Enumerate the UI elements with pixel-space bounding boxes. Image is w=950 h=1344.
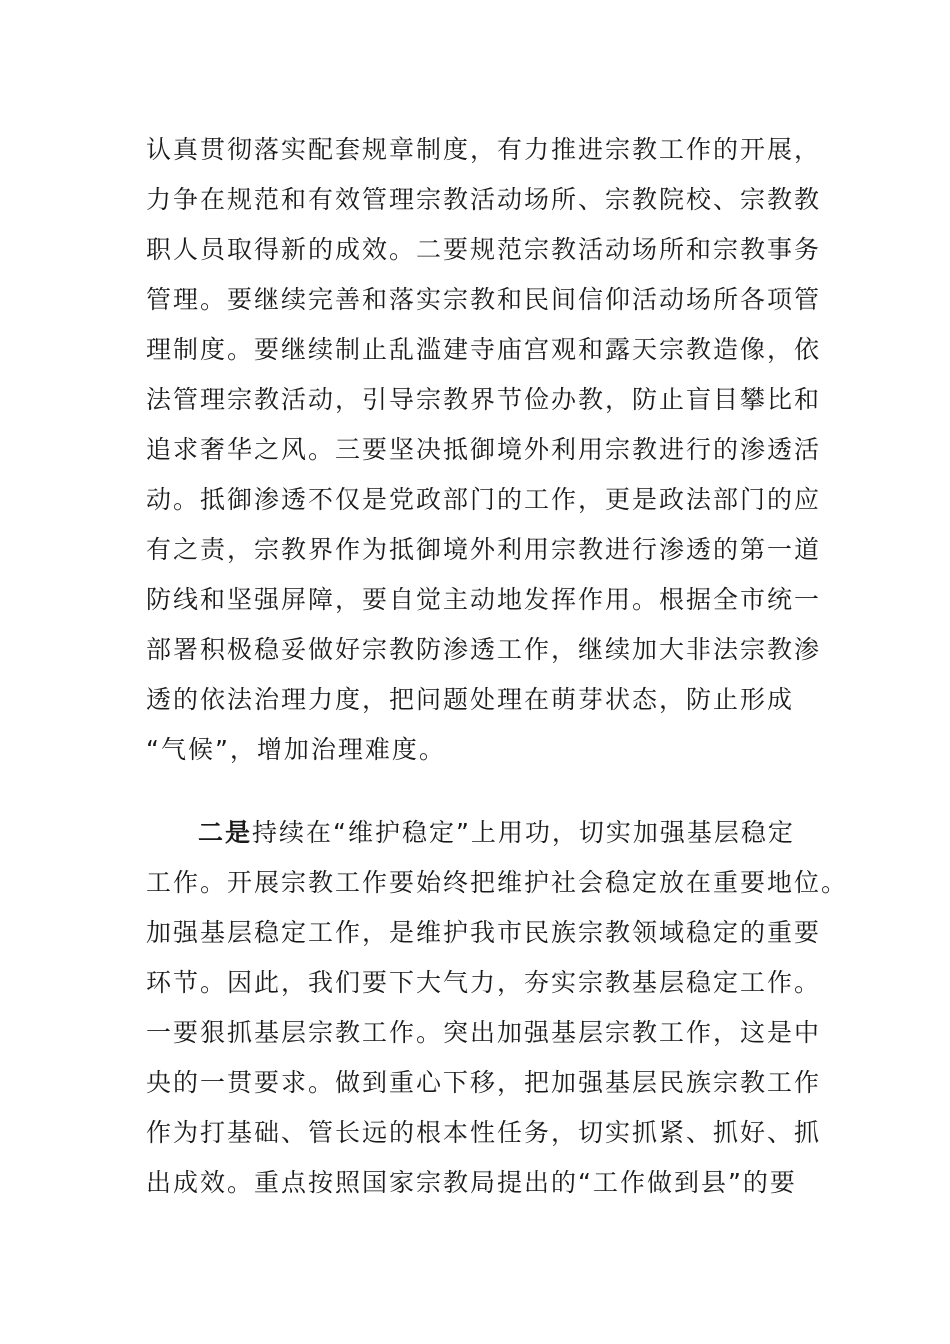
paragraph-2 xyxy=(146,808,849,1208)
paragraph-2-first-line xyxy=(146,808,806,858)
paragraph-1-line: 职人员取得新的成效。二要规范宗教活动场所和宗教事务 xyxy=(146,235,822,264)
paragraph-2-line: 加强基层稳定工作，是维护我市民族宗教领域稳定的重要 xyxy=(146,918,822,947)
paragraph-2-line: 出成效。重点按照国家宗教局提出的“工作做到县”的要 xyxy=(146,1168,797,1197)
paragraph-1-line: “气候”，增加治理难度。 xyxy=(146,735,446,764)
paragraph-2-line: 作为打基础、管长远的根本性任务，切实抓紧、抓好、抓 xyxy=(146,1118,822,1147)
paragraph-2-line: 工作。开展宗教工作要始终把维护社会稳定放在重要地位。 xyxy=(146,868,849,897)
paragraph-2-first-line-text: 持续在“维护稳定”上用功，切实加强基层稳定 xyxy=(252,818,795,847)
paragraph-1-line: 力争在规范和有效管理宗教活动场所、宗教院校、宗教教 xyxy=(146,185,822,214)
paragraph-1-line: 管理。要继续完善和落实宗教和民间信仰活动场所各项管 xyxy=(146,285,822,314)
paragraph-1-line: 理制度。要继续制止乱滥建寺庙宫观和露天宗教造像，依 xyxy=(146,335,822,364)
paragraph-2-line: 环节。因此，我们要下大气力，夯实宗教基层稳定工作。 xyxy=(146,968,822,997)
paragraph-2-line: 央的一贯要求。做到重心下移，把加强基层民族宗教工作 xyxy=(146,1068,822,1097)
paragraph-1 xyxy=(146,125,822,775)
paragraph-1-line: 追求奢华之风。三要坚决抵御境外利用宗教进行的渗透活 xyxy=(146,435,822,464)
paragraph-2-lead: 二是 xyxy=(198,818,253,847)
paragraph-1-line: 部署积极稳妥做好宗教防渗透工作，继续加大非法宗教渗 xyxy=(146,635,822,664)
paragraph-1-line: 透的依法治理力度，把问题处理在萌芽状态，防止形成 xyxy=(146,685,795,714)
paragraph-1-line: 认真贯彻落实配套规章制度，有力推进宗教工作的开展， xyxy=(146,135,822,164)
paragraph-2-line: 一要狠抓基层宗教工作。突出加强基层宗教工作，这是中 xyxy=(146,1018,822,1047)
paragraph-1-line: 法管理宗教活动，引导宗教界节俭办教，防止盲目攀比和 xyxy=(146,385,822,414)
paragraph-1-line: 有之责，宗教界作为抵御境外利用宗教进行渗透的第一道 xyxy=(146,535,822,564)
paragraph-1-line: 动。抵御渗透不仅是党政部门的工作，更是政法部门的应 xyxy=(146,485,822,514)
paragraph-1-line: 防线和坚强屏障，要自觉主动地发挥作用。根据全市统一 xyxy=(146,585,822,614)
